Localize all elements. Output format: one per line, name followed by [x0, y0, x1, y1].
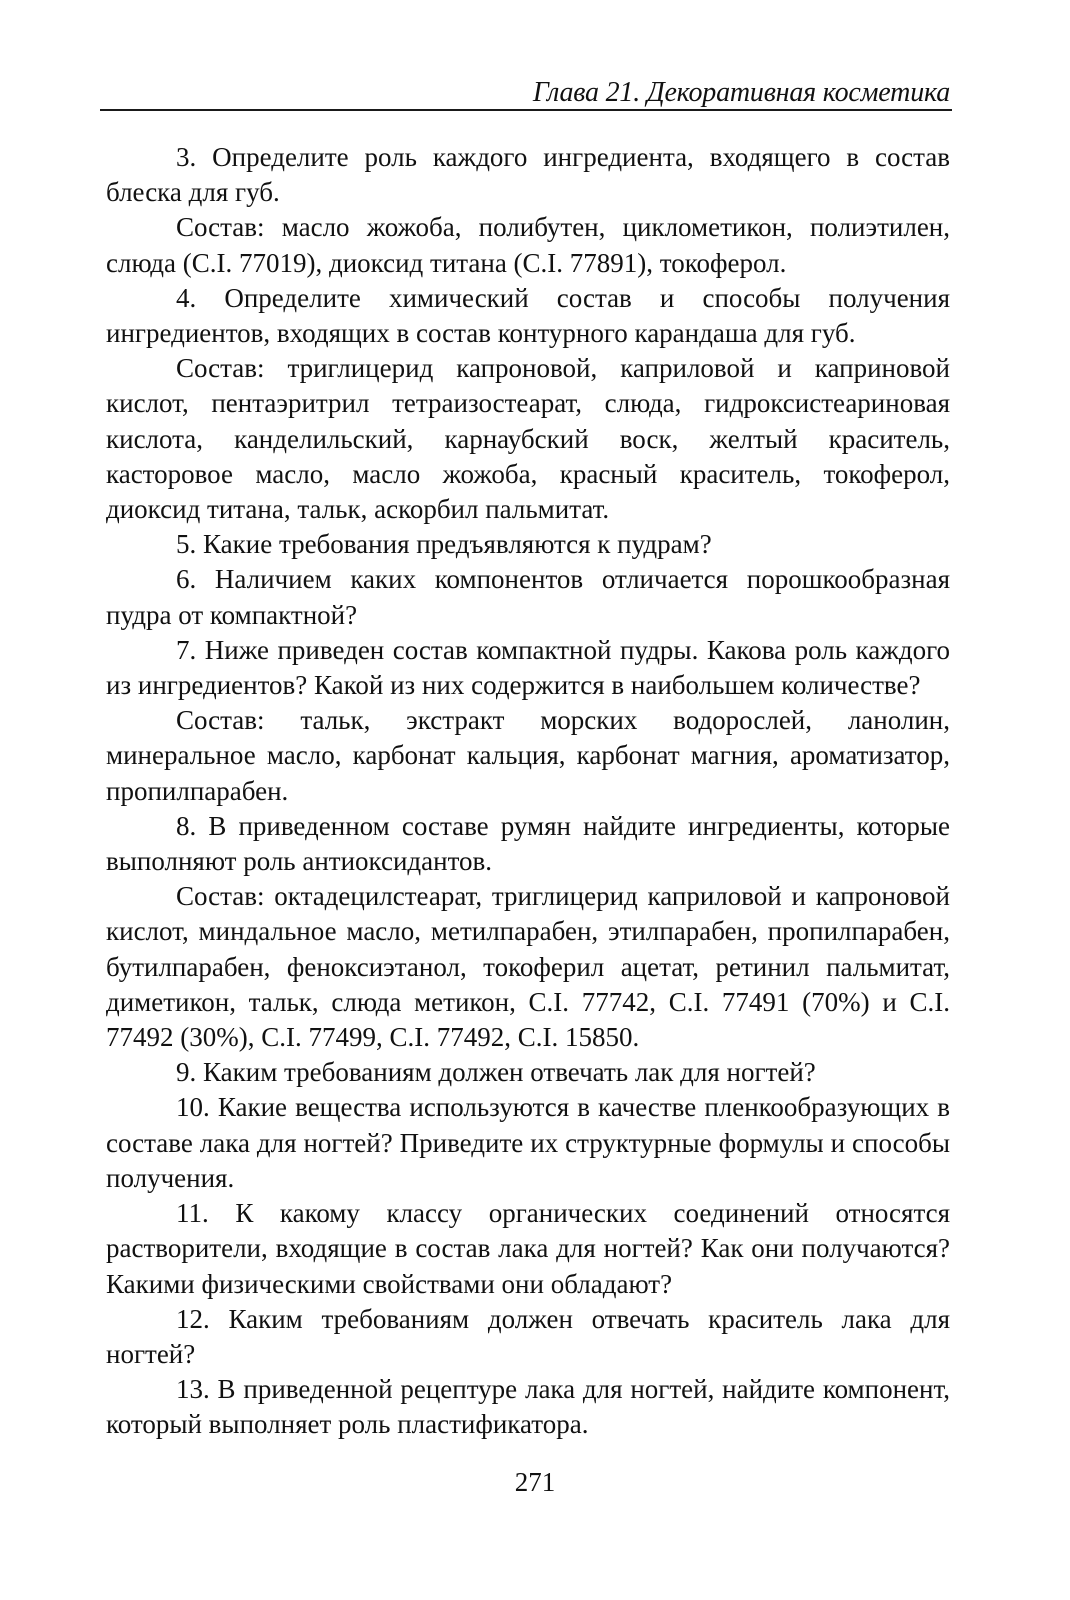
composition-lip-liner: Состав: триглицерид капроновой, каприловой и каприновой кислот, пентаэритрил тетраизостеарат, слюда, гидроксистеариновая кислота, канделильский, карнаубский воск, желтый краситель, касторовое масло, масло жожоба, красный краситель, токоферол, диоксид титана, тальк, аскорбил пальмитат. [106, 353, 950, 525]
composition-blush: Состав: октадецилстеарат, триглицерид каприловой и капроновой кислот, миндальное масло, метилпарабен, этилпарабен, пропилпарабен, бутилпарабен, феноксиэтанол, токоферил ацетат, ретинил пальмитат, диметикон, тальк, слюда метикон, C.I. 77742, C.I. 77491 (70%) и C.I. 77492 (30%), C.I. 77499, C.I. 77492, C.I. 15850. [106, 881, 950, 1053]
header-rule [100, 109, 952, 111]
question-6: 6. Наличием каких компонентов отличается порошкообразная пудра от компактной? [106, 564, 950, 630]
question-4: 4. Определите химический состав и способы получения ингредиентов, входящих в состав контурного карандаша для губ. [106, 282, 950, 349]
question-5: 5. Какие требования предъявляются к пудрам? [176, 529, 712, 560]
question-7: 7. Ниже приведен состав компактной пудры. Какова роль каждого из ингредиентов? Какой из них содержится в наибольшем количестве? [106, 634, 950, 701]
question-13: 13. В приведенной рецептуре лака для ногтей, найдите компонент, который выполняет роль пластификатора. [106, 1374, 950, 1440]
composition-lip-gloss: Состав: масло жожоба, полибутен, циклометикон, полиэтилен, слюда (C.I. 77019), диоксид титана (C.I. 77891), токоферол. [106, 212, 950, 278]
body-text [106, 140, 950, 1443]
question-9: 9. Каким требованиям должен отвечать лак для ногтей? [176, 1057, 816, 1088]
running-head-title: Глава 21. Декоративная косметика [532, 77, 950, 108]
question-3: 3. Определите роль каждого ингредиента, входящего в состав блеска для губ. [106, 142, 950, 208]
page-number: 271 [514, 1467, 556, 1497]
question-11: 11. К какому классу органических соединений относятся растворители, входящие в состав лака для ногтей? Как они получаются? Какими физическими свойствами они обладают? [106, 1198, 950, 1299]
question-12: 12. Каким требованиям должен отвечать краситель лака для ногтей? [106, 1303, 950, 1369]
composition-compact-powder: Состав: тальк, экстракт морских водорослей, ланолин, минеральное масло, карбонат кальция, карбонат магния, ароматизатор, пропилпарабен. [106, 705, 950, 806]
question-10: 10. Какие вещества используются в качестве пленкообразующих в составе лака для ногтей? Приведите их структурные формулы и способы получения. [106, 1092, 950, 1193]
question-8: 8. В приведенном составе румян найдите ингредиенты, которые выполняют роль антиоксидантов. [106, 810, 950, 877]
